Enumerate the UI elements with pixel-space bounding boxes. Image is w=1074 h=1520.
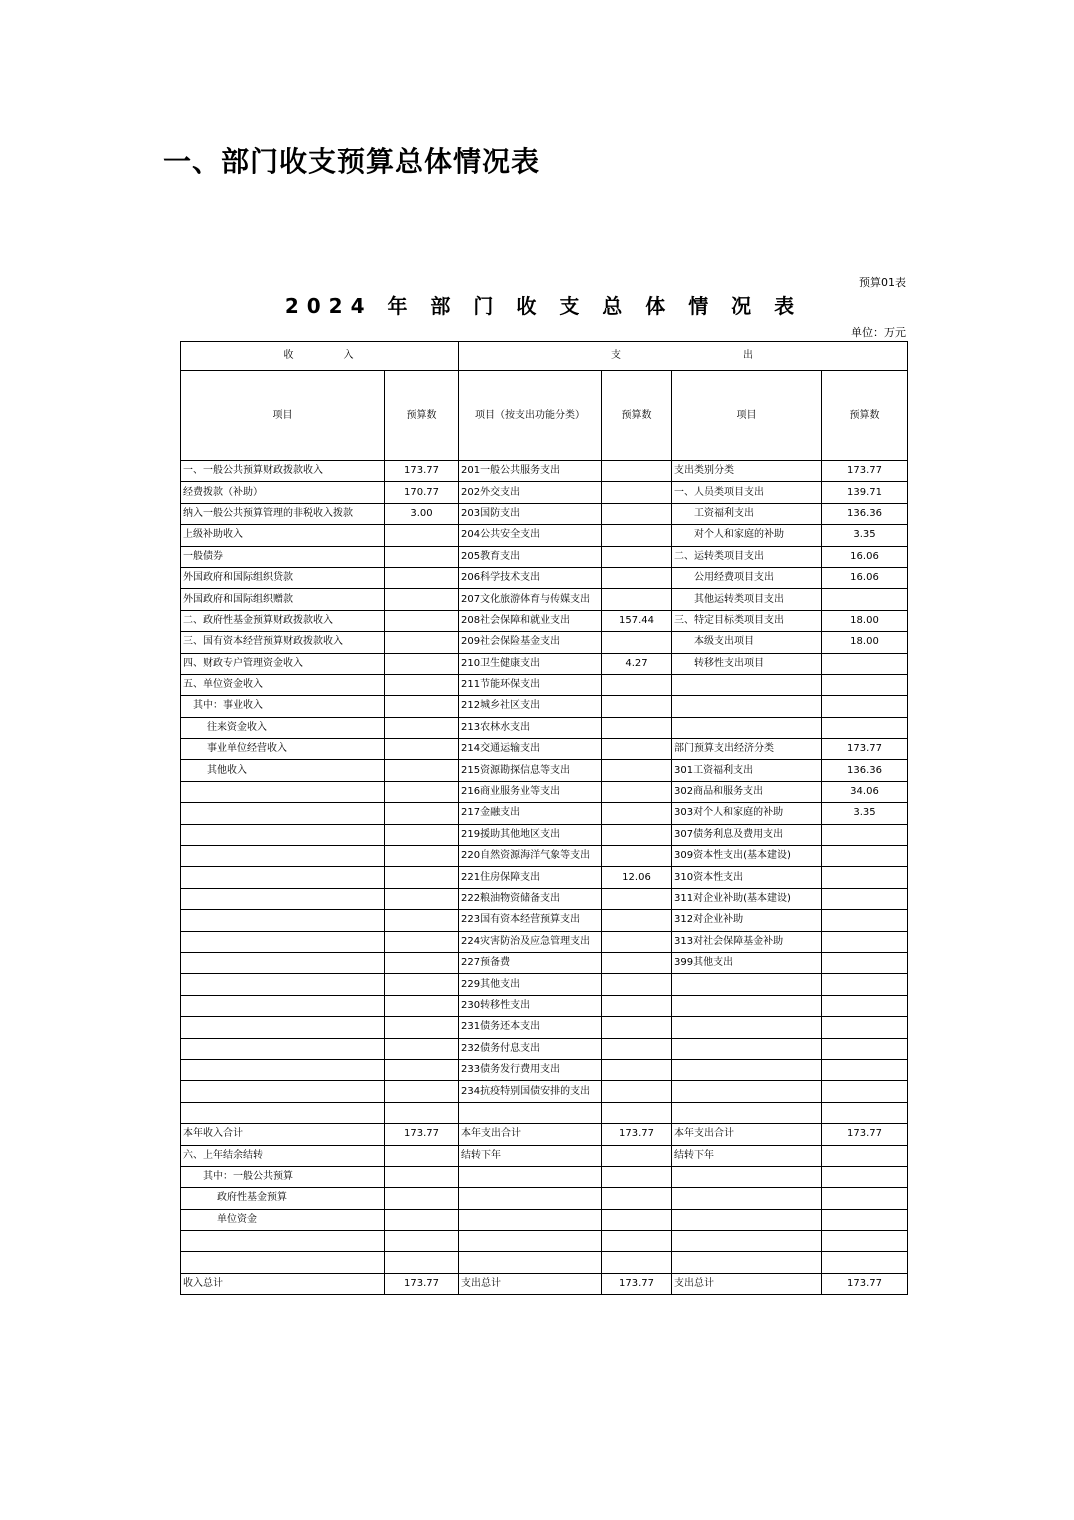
func-item-cell: 223国有资本经营预算支出 — [459, 910, 602, 931]
type-amount-cell: 34.06 — [822, 781, 908, 802]
income-item-cell: 一、一般公共预算财政拨款收入 — [181, 461, 385, 482]
func-item-cell — [459, 1102, 602, 1123]
func-amount-header: 预算数 — [602, 371, 672, 461]
type-item-cell: 本年支出合计 — [672, 1124, 822, 1145]
func-item-cell: 219援助其他地区支出 — [459, 824, 602, 845]
type-amount-cell — [822, 1188, 908, 1209]
func-amount-cell — [602, 461, 672, 482]
type-item-cell: 312对企业补助 — [672, 910, 822, 931]
type-item-cell: 结转下年 — [672, 1145, 822, 1166]
func-amount-cell — [602, 1166, 672, 1187]
func-item-cell: 207文化旅游体育与传媒支出 — [459, 589, 602, 610]
income-amount-cell — [385, 952, 459, 973]
type-item-cell: 307债务利息及费用支出 — [672, 824, 822, 845]
income-item-cell: 四、财政专户管理资金收入 — [181, 653, 385, 674]
func-amount-cell — [602, 952, 672, 973]
income-item-cell: 外国政府和国际组织贷款 — [181, 567, 385, 588]
type-item-cell — [672, 1188, 822, 1209]
income-amount-cell — [385, 1252, 459, 1273]
table-row — [181, 1188, 908, 1209]
type-amount-cell — [822, 931, 908, 952]
income-item-cell: 收入总计 — [181, 1273, 385, 1294]
table-row — [181, 781, 908, 802]
func-item-cell: 217金融支出 — [459, 803, 602, 824]
func-amount-cell — [602, 1145, 672, 1166]
income-amount-cell: 173.77 — [385, 1273, 459, 1294]
func-item-cell: 214交通运输支出 — [459, 739, 602, 760]
type-item-cell: 399其他支出 — [672, 952, 822, 973]
type-amount-cell — [822, 910, 908, 931]
table-row — [181, 632, 908, 653]
table-row — [181, 888, 908, 909]
func-item-cell: 结转下年 — [459, 1145, 602, 1166]
table-row — [181, 589, 908, 610]
type-amount-cell: 173.77 — [822, 461, 908, 482]
func-amount-cell — [602, 1102, 672, 1123]
func-item-cell — [459, 1166, 602, 1187]
func-item-cell: 208社会保障和就业支出 — [459, 610, 602, 631]
func-item-cell: 支出总计 — [459, 1273, 602, 1294]
income-item-cell — [181, 867, 385, 888]
income-amount-cell — [385, 1081, 459, 1102]
func-item-cell: 216商业服务业等支出 — [459, 781, 602, 802]
income-amount-cell — [385, 974, 459, 995]
income-amount-header: 预算数 — [385, 371, 459, 461]
type-amount-cell: 173.77 — [822, 1124, 908, 1145]
income-amount-cell — [385, 632, 459, 653]
func-amount-cell — [602, 1209, 672, 1230]
type-amount-cell — [822, 995, 908, 1016]
income-item-cell: 二、政府性基金预算财政拨款收入 — [181, 610, 385, 631]
income-amount-cell — [385, 739, 459, 760]
func-item-cell — [459, 1252, 602, 1273]
type-amount-cell — [822, 1102, 908, 1123]
income-item-cell — [181, 1017, 385, 1038]
type-amount-cell — [822, 653, 908, 674]
income-amount-cell: 170.77 — [385, 482, 459, 503]
func-amount-cell — [602, 995, 672, 1016]
table-row — [181, 1252, 908, 1273]
table-row — [181, 910, 908, 931]
type-item-cell — [672, 1038, 822, 1059]
func-item-cell: 206科学技术支出 — [459, 567, 602, 588]
income-item-cell — [181, 995, 385, 1016]
func-amount-cell — [602, 1017, 672, 1038]
column-header-row — [181, 371, 908, 461]
income-item-cell: 本年收入合计 — [181, 1124, 385, 1145]
func-item-cell: 202外交支出 — [459, 482, 602, 503]
func-item-cell: 本年支出合计 — [459, 1124, 602, 1145]
table-row — [181, 503, 908, 524]
unit-label: 单位：万元 — [851, 326, 906, 339]
type-amount-cell: 18.00 — [822, 610, 908, 631]
func-amount-cell — [602, 717, 672, 738]
income-item-cell: 单位资金 — [181, 1209, 385, 1230]
func-item-cell — [459, 1209, 602, 1230]
income-item-cell: 经费拨款（补助） — [181, 482, 385, 503]
income-amount-cell — [385, 653, 459, 674]
func-amount-cell — [602, 1252, 672, 1273]
func-amount-cell — [602, 525, 672, 546]
type-amount-cell — [822, 589, 908, 610]
func-amount-cell — [602, 931, 672, 952]
income-amount-cell — [385, 525, 459, 546]
type-amount-cell — [822, 974, 908, 995]
income-item-cell — [181, 824, 385, 845]
income-item-cell — [181, 1081, 385, 1102]
type-amount-cell — [822, 1252, 908, 1273]
income-item-cell — [181, 888, 385, 909]
table-row — [181, 525, 908, 546]
type-amount-cell — [822, 824, 908, 845]
income-amount-cell — [385, 610, 459, 631]
type-item-cell — [672, 1017, 822, 1038]
type-amount-cell — [822, 1081, 908, 1102]
type-amount-cell: 3.35 — [822, 803, 908, 824]
func-item-cell: 211节能环保支出 — [459, 674, 602, 695]
func-amount-cell — [602, 674, 672, 695]
income-item-cell — [181, 1059, 385, 1080]
income-amount-cell — [385, 846, 459, 867]
type-item-cell: 303对个人和家庭的补助 — [672, 803, 822, 824]
func-item-cell: 231债务还本支出 — [459, 1017, 602, 1038]
income-amount-cell — [385, 888, 459, 909]
page-heading: 一、部门收支预算总体情况表 — [163, 145, 541, 178]
type-item-cell: 支出类别分类 — [672, 461, 822, 482]
income-item-header: 项目 — [181, 371, 385, 461]
income-item-cell: 上级补助收入 — [181, 525, 385, 546]
table-row — [181, 1081, 908, 1102]
func-amount-cell — [602, 846, 672, 867]
table-row — [181, 717, 908, 738]
table-row — [181, 1017, 908, 1038]
income-item-cell — [181, 1252, 385, 1273]
func-amount-cell: 12.06 — [602, 867, 672, 888]
income-amount-cell — [385, 803, 459, 824]
func-item-cell: 205教育支出 — [459, 546, 602, 567]
income-item-cell — [181, 781, 385, 802]
table-row — [181, 867, 908, 888]
type-item-cell — [672, 717, 822, 738]
type-item-cell — [672, 696, 822, 717]
func-amount-cell — [602, 567, 672, 588]
type-item-cell: 301工资福利支出 — [672, 760, 822, 781]
type-amount-cell: 173.77 — [822, 1273, 908, 1294]
table-row — [181, 931, 908, 952]
income-amount-cell — [385, 674, 459, 695]
type-amount-cell — [822, 888, 908, 909]
table-row — [181, 1124, 908, 1145]
func-amount-cell: 173.77 — [602, 1273, 672, 1294]
table-row — [181, 1273, 908, 1294]
table-row — [181, 846, 908, 867]
income-amount-cell — [385, 781, 459, 802]
func-amount-cell — [602, 910, 672, 931]
type-amount-cell — [822, 846, 908, 867]
table-row — [181, 1102, 908, 1123]
income-item-cell: 一般债券 — [181, 546, 385, 567]
type-amount-cell: 16.06 — [822, 567, 908, 588]
table-row — [181, 461, 908, 482]
type-amount-cell: 16.06 — [822, 546, 908, 567]
income-amount-cell — [385, 910, 459, 931]
func-item-cell: 230转移性支出 — [459, 995, 602, 1016]
income-item-cell: 六、上年结余结转 — [181, 1145, 385, 1166]
table-row — [181, 1059, 908, 1080]
income-amount-cell: 173.77 — [385, 1124, 459, 1145]
type-item-cell — [672, 1166, 822, 1187]
income-amount-cell — [385, 1231, 459, 1252]
type-item-cell — [672, 1102, 822, 1123]
func-amount-cell — [602, 696, 672, 717]
type-amount-cell: 18.00 — [822, 632, 908, 653]
income-item-cell: 其他收入 — [181, 760, 385, 781]
func-item-cell: 222粮油物资储备支出 — [459, 888, 602, 909]
income-item-cell: 外国政府和国际组织赠款 — [181, 589, 385, 610]
type-item-cell: 部门预算支出经济分类 — [672, 739, 822, 760]
income-item-cell: 五、单位资金收入 — [181, 674, 385, 695]
func-amount-cell: 157.44 — [602, 610, 672, 631]
income-amount-cell — [385, 995, 459, 1016]
income-amount-cell — [385, 1166, 459, 1187]
type-amount-cell: 173.77 — [822, 739, 908, 760]
income-item-cell: 纳入一般公共预算管理的非税收入拨款 — [181, 503, 385, 524]
func-item-cell: 213农林水支出 — [459, 717, 602, 738]
type-item-cell — [672, 1059, 822, 1080]
func-amount-cell — [602, 760, 672, 781]
type-item-cell — [672, 995, 822, 1016]
table-row — [181, 610, 908, 631]
func-item-cell: 215资源勘探信息等支出 — [459, 760, 602, 781]
func-item-cell — [459, 1231, 602, 1252]
income-section-header: 收 入 — [181, 342, 459, 371]
income-amount-cell: 173.77 — [385, 461, 459, 482]
form-code: 预算01表 — [859, 276, 906, 289]
income-item-cell — [181, 931, 385, 952]
type-amount-cell — [822, 867, 908, 888]
func-item-cell: 201一般公共服务支出 — [459, 461, 602, 482]
table-row — [181, 696, 908, 717]
income-item-cell — [181, 910, 385, 931]
type-amount-cell: 3.35 — [822, 525, 908, 546]
table-row — [181, 567, 908, 588]
type-amount-cell — [822, 1038, 908, 1059]
func-item-header: 项目（按支出功能分类） — [459, 371, 602, 461]
type-amount-cell — [822, 952, 908, 973]
type-item-cell: 公用经费项目支出 — [672, 567, 822, 588]
table-row — [181, 760, 908, 781]
table-row — [181, 653, 908, 674]
type-amount-cell: 139.71 — [822, 482, 908, 503]
type-amount-cell — [822, 1059, 908, 1080]
table-row — [181, 482, 908, 503]
income-amount-cell — [385, 1102, 459, 1123]
type-amount-cell — [822, 696, 908, 717]
type-item-cell — [672, 674, 822, 695]
income-amount-cell — [385, 567, 459, 588]
func-item-cell: 203国防支出 — [459, 503, 602, 524]
table-row — [181, 1038, 908, 1059]
type-item-cell: 311对企业补助(基本建设) — [672, 888, 822, 909]
type-amount-cell: 136.36 — [822, 503, 908, 524]
table-row — [181, 1209, 908, 1230]
expense-section-header: 支 出 — [459, 342, 908, 371]
func-item-cell — [459, 1188, 602, 1209]
func-amount-cell — [602, 781, 672, 802]
income-item-cell — [181, 1231, 385, 1252]
table-row — [181, 1166, 908, 1187]
type-amount-cell — [822, 717, 908, 738]
income-item-cell: 事业单位经营收入 — [181, 739, 385, 760]
func-item-cell: 232债务付息支出 — [459, 1038, 602, 1059]
func-amount-cell — [602, 482, 672, 503]
table-row — [181, 674, 908, 695]
type-item-header: 项目 — [672, 371, 822, 461]
income-amount-cell: 3.00 — [385, 503, 459, 524]
table-row — [181, 974, 908, 995]
income-item-cell — [181, 952, 385, 973]
type-amount-cell — [822, 1231, 908, 1252]
income-amount-cell — [385, 931, 459, 952]
func-amount-cell — [602, 546, 672, 567]
income-item-cell — [181, 1038, 385, 1059]
type-amount-cell — [822, 1209, 908, 1230]
type-amount-cell — [822, 674, 908, 695]
table-title: 2024 年 部 门 收 支 总 体 情 况 表 — [284, 294, 803, 318]
type-amount-cell — [822, 1166, 908, 1187]
type-item-cell: 313对社会保障基金补助 — [672, 931, 822, 952]
func-amount-cell — [602, 1231, 672, 1252]
type-item-cell — [672, 1081, 822, 1102]
income-item-cell: 其中：一般公共预算 — [181, 1166, 385, 1187]
func-amount-cell — [602, 1081, 672, 1102]
income-item-cell: 其中：事业收入 — [181, 696, 385, 717]
section-header-row — [181, 342, 908, 371]
type-item-cell: 一、人员类项目支出 — [672, 482, 822, 503]
type-amount-cell: 136.36 — [822, 760, 908, 781]
income-item-cell — [181, 974, 385, 995]
type-item-cell: 本级支出项目 — [672, 632, 822, 653]
type-item-cell: 310资本性支出 — [672, 867, 822, 888]
income-amount-cell — [385, 1038, 459, 1059]
func-amount-cell: 4.27 — [602, 653, 672, 674]
income-item-cell — [181, 846, 385, 867]
income-item-cell — [181, 803, 385, 824]
func-amount-cell — [602, 1188, 672, 1209]
income-amount-cell — [385, 1017, 459, 1038]
type-item-cell — [672, 1209, 822, 1230]
func-item-cell: 212城乡社区支出 — [459, 696, 602, 717]
func-item-cell: 229其他支出 — [459, 974, 602, 995]
income-amount-cell — [385, 1145, 459, 1166]
func-amount-cell — [602, 803, 672, 824]
income-amount-cell — [385, 546, 459, 567]
func-amount-cell: 173.77 — [602, 1124, 672, 1145]
func-amount-cell — [602, 503, 672, 524]
type-amount-cell — [822, 1145, 908, 1166]
income-amount-cell — [385, 589, 459, 610]
income-item-cell: 政府性基金预算 — [181, 1188, 385, 1209]
type-item-cell: 转移性支出项目 — [672, 653, 822, 674]
type-item-cell — [672, 1252, 822, 1273]
func-amount-cell — [602, 1038, 672, 1059]
func-item-cell: 224灾害防治及应急管理支出 — [459, 931, 602, 952]
income-item-cell — [181, 1102, 385, 1123]
type-item-cell — [672, 974, 822, 995]
income-amount-cell — [385, 1188, 459, 1209]
func-amount-cell — [602, 1059, 672, 1080]
func-item-cell: 227预备费 — [459, 952, 602, 973]
type-amount-cell — [822, 1017, 908, 1038]
table-row — [181, 546, 908, 567]
func-amount-cell — [602, 974, 672, 995]
type-item-cell: 对个人和家庭的补助 — [672, 525, 822, 546]
type-amount-header: 预算数 — [822, 371, 908, 461]
income-item-cell: 三、国有资本经营预算财政拨款收入 — [181, 632, 385, 653]
func-amount-cell — [602, 824, 672, 845]
func-item-cell: 204公共安全支出 — [459, 525, 602, 546]
func-amount-cell — [602, 739, 672, 760]
income-amount-cell — [385, 717, 459, 738]
func-amount-cell — [602, 888, 672, 909]
type-item-cell — [672, 1231, 822, 1252]
table-row — [181, 952, 908, 973]
type-item-cell: 支出总计 — [672, 1273, 822, 1294]
type-item-cell: 二、运转类项目支出 — [672, 546, 822, 567]
func-amount-cell — [602, 589, 672, 610]
func-amount-cell — [602, 632, 672, 653]
func-item-cell: 210卫生健康支出 — [459, 653, 602, 674]
type-item-cell: 其他运转类项目支出 — [672, 589, 822, 610]
func-item-cell: 220自然资源海洋气象等支出 — [459, 846, 602, 867]
func-item-cell: 234抗疫特别国债安排的支出 — [459, 1081, 602, 1102]
func-item-cell: 221住房保障支出 — [459, 867, 602, 888]
income-amount-cell — [385, 696, 459, 717]
income-amount-cell — [385, 1059, 459, 1080]
income-item-cell: 往来资金收入 — [181, 717, 385, 738]
table-row — [181, 739, 908, 760]
func-item-cell: 233债务发行费用支出 — [459, 1059, 602, 1080]
func-item-cell: 209社会保险基金支出 — [459, 632, 602, 653]
income-amount-cell — [385, 867, 459, 888]
type-item-cell: 309资本性支出(基本建设) — [672, 846, 822, 867]
table-row — [181, 824, 908, 845]
income-amount-cell — [385, 824, 459, 845]
type-item-cell: 三、特定目标类项目支出 — [672, 610, 822, 631]
table-row — [181, 1231, 908, 1252]
table-row — [181, 1145, 908, 1166]
type-item-cell: 工资福利支出 — [672, 503, 822, 524]
table-row — [181, 995, 908, 1016]
income-amount-cell — [385, 1209, 459, 1230]
budget-table — [180, 341, 908, 1295]
income-amount-cell — [385, 760, 459, 781]
type-item-cell: 302商品和服务支出 — [672, 781, 822, 802]
table-row — [181, 803, 908, 824]
